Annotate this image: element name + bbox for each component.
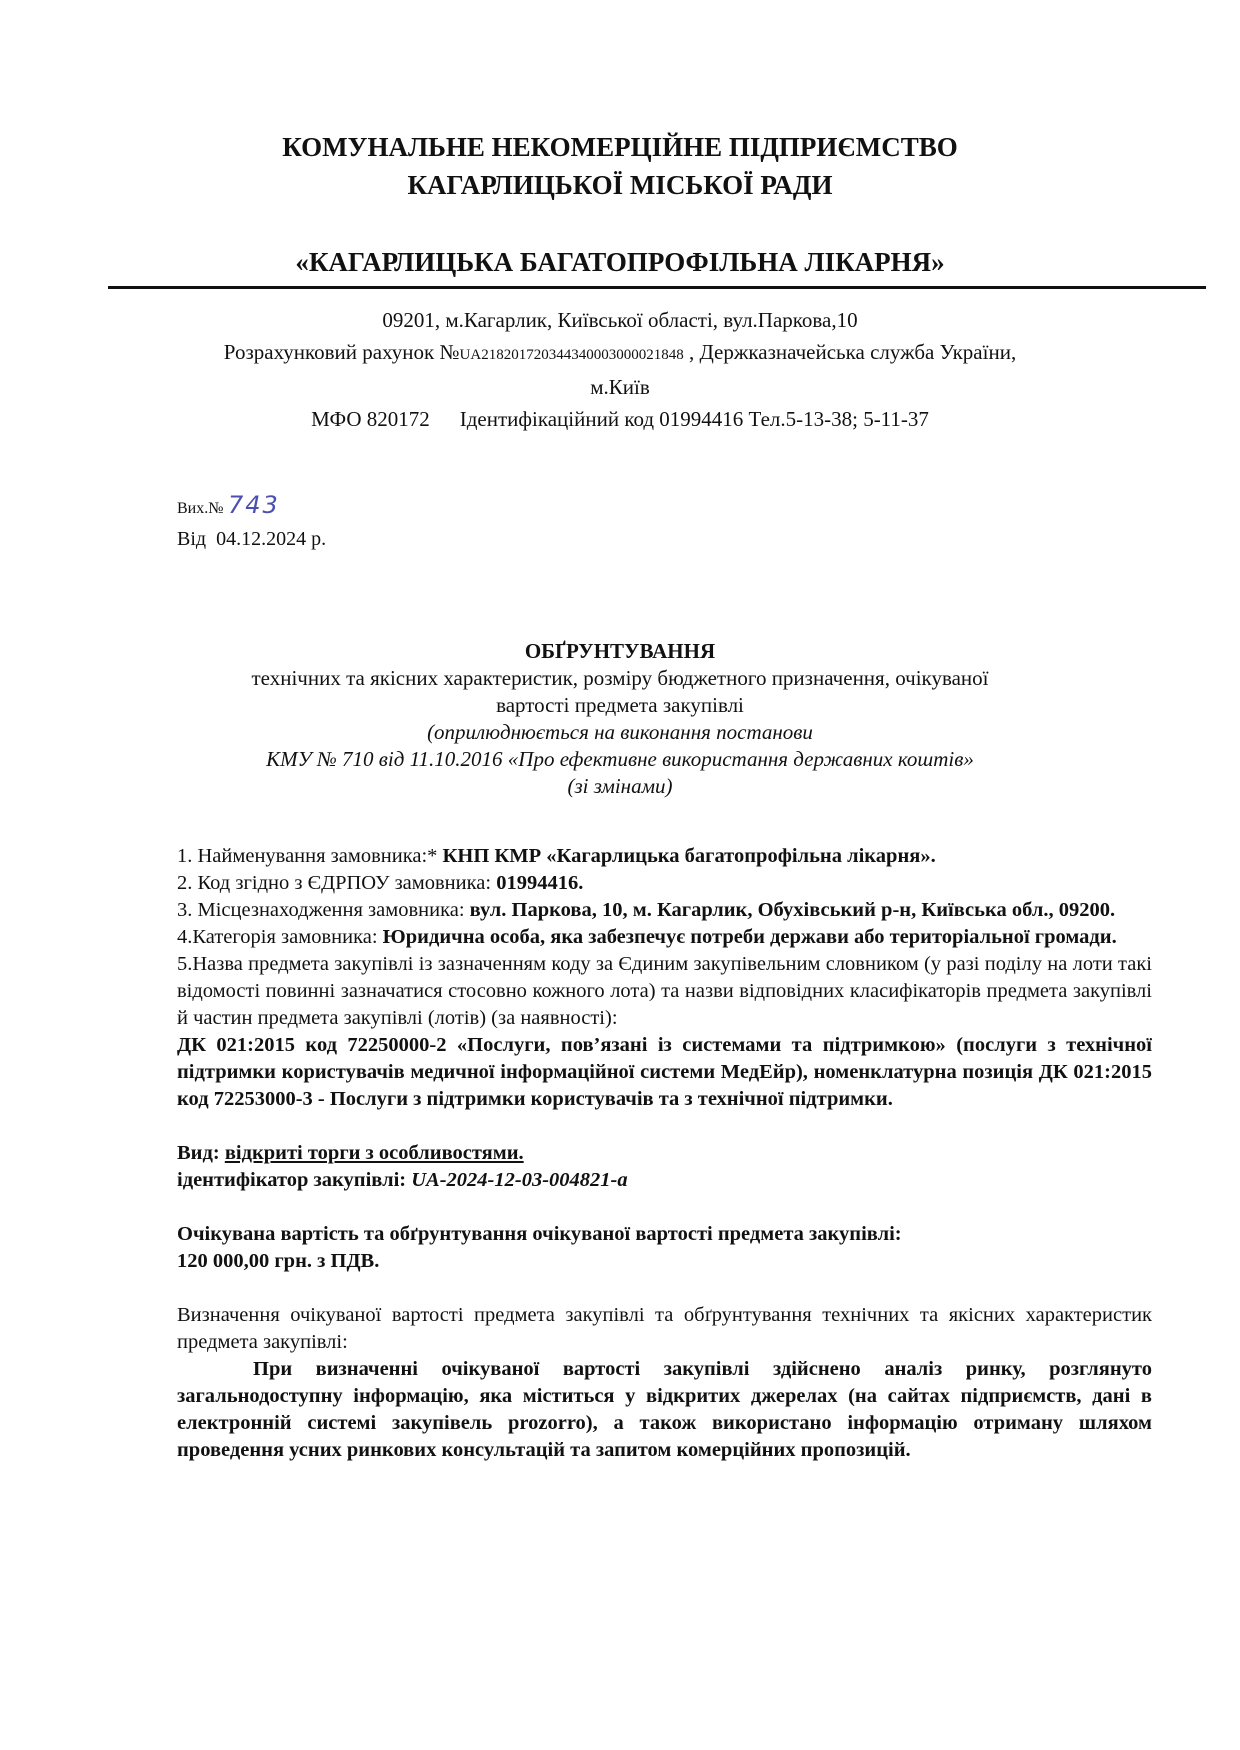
title-main: ОБҐРУНТУВАННЯ: [524, 639, 716, 663]
date-line: [177, 524, 326, 554]
outgoing-label: Вих.№: [177, 500, 224, 517]
title-italic-3: (зі змінами): [567, 774, 673, 798]
procedure-id: ідентифікатор закупівлі: UA-2024-12-03-004821-a: [177, 1169, 628, 1191]
account-suffix: , Держказначейська служба України,: [683, 340, 1017, 364]
item-5: 5.Назва предмета закупівлі із зазначенням коду за Єдиним закупівельним словником (у разі поділу на лоти такі відомості повинні зазначатися стосовно кожного лота) та назви відповідних класифікаторів предмета закупівлі й частин предмета закупівлі (лотів) (за наявності):: [177, 953, 1152, 1029]
org-line-1: КОМУНАЛЬНЕ НЕКОМЕРЦІЙНЕ ПІДПРИЄМСТВО: [282, 132, 958, 162]
title-italic-1: (оприлюднюється на виконання постанови: [427, 720, 813, 744]
document-date: 04.12.2024 р.: [216, 528, 327, 550]
outgoing-number-line: [177, 490, 326, 524]
city-line: м.Київ: [590, 375, 650, 399]
handwritten-number: 743: [228, 491, 280, 519]
item-2: 2. Код згідно з ЄДРПОУ замовника: 01994416.: [177, 872, 584, 894]
item-4: 4.Категорія замовника: Юридична особа, яка забезпечує потреби держави або територіальної громади.: [177, 926, 1117, 948]
header-divider: [108, 286, 1206, 289]
outgoing-number-block: [177, 490, 326, 554]
requisites: [0, 304, 1240, 435]
title-line-2: вартості предмета закупівлі: [496, 693, 744, 717]
justification-intro: Визначення очікуваної вартості предмета закупівлі та обґрунтування технічних та якісних характеристик предмета закупівлі:: [177, 1304, 1152, 1353]
org-line-2: КАГАРЛИЦЬКОЇ МІСЬКОЇ РАДИ: [407, 170, 833, 200]
item-1: 1. Найменування замовника:* КНП КМР «Кагарлицька багатопрофільна лікарня».: [177, 845, 936, 867]
codes-line: [0, 403, 1240, 435]
title-line-1: технічних та якісних характеристик, розміру бюджетного призначення, очікуваної: [251, 666, 989, 690]
date-label: Від: [177, 528, 207, 550]
address-line: 09201, м.Кагарлик, Київської області, вул.Паркова,10: [382, 308, 858, 332]
title-italic-2: КМУ № 710 від 11.10.2016 «Про ефективне використання державних коштів»: [266, 747, 974, 771]
mfo-code: МФО 820172: [311, 407, 430, 431]
account-line: [0, 336, 1240, 371]
procedure-type: Вид: відкриті торги з особливостями.: [177, 1142, 524, 1164]
item-5-value: ДК 021:2015 код 72250000-2 «Послуги, пов’язані із системами та підтримкою» (послуги з технічної підтримки користувачів медичної інформаційної системи МедЕйр), номенклатурна позиція ДК 021:2015 код 72253000-3 - Послуги з підтримки користувачів та з технічної підтримки.: [177, 1034, 1152, 1110]
account-number: UA218201720344340003000021848: [459, 347, 684, 363]
document-title: [0, 638, 1240, 800]
account-prefix: Розрахунковий рахунок №: [223, 340, 460, 364]
document-body: [177, 843, 1152, 1464]
cost-heading: Очікувана вартість та обґрунтування очікуваної вартості предмета закупівлі:: [177, 1223, 902, 1245]
item-3: 3. Місцезнаходження замовника: вул. Паркова, 10, м. Кагарлик, Обухівський р-н, Київська обл., 09200.: [177, 899, 1116, 921]
org-name: «КАГАРЛИЦЬКА БАГАТОПРОФІЛЬНА ЛІКАРНЯ»: [295, 247, 945, 277]
cost-value: 120 000,00 грн. з ПДВ.: [177, 1250, 380, 1272]
id-codes: Ідентифікаційний код 01994416 Тел.5-13-38; 5-11-37: [459, 407, 929, 431]
justification-text: При визначенні очікуваної вартості закупівлі здійснено аналіз ринку, розглянуто загальнодоступну інформацію, яка міститься у відкритих джерелах (на сайтах підприємств, дані в електронній системі закупівель prozorro), а також використано інформацію отриману шляхом проведення усних ринкових консультацій та запитом комерційних пропозицій.: [177, 1358, 1152, 1461]
org-header: [0, 128, 1240, 204]
